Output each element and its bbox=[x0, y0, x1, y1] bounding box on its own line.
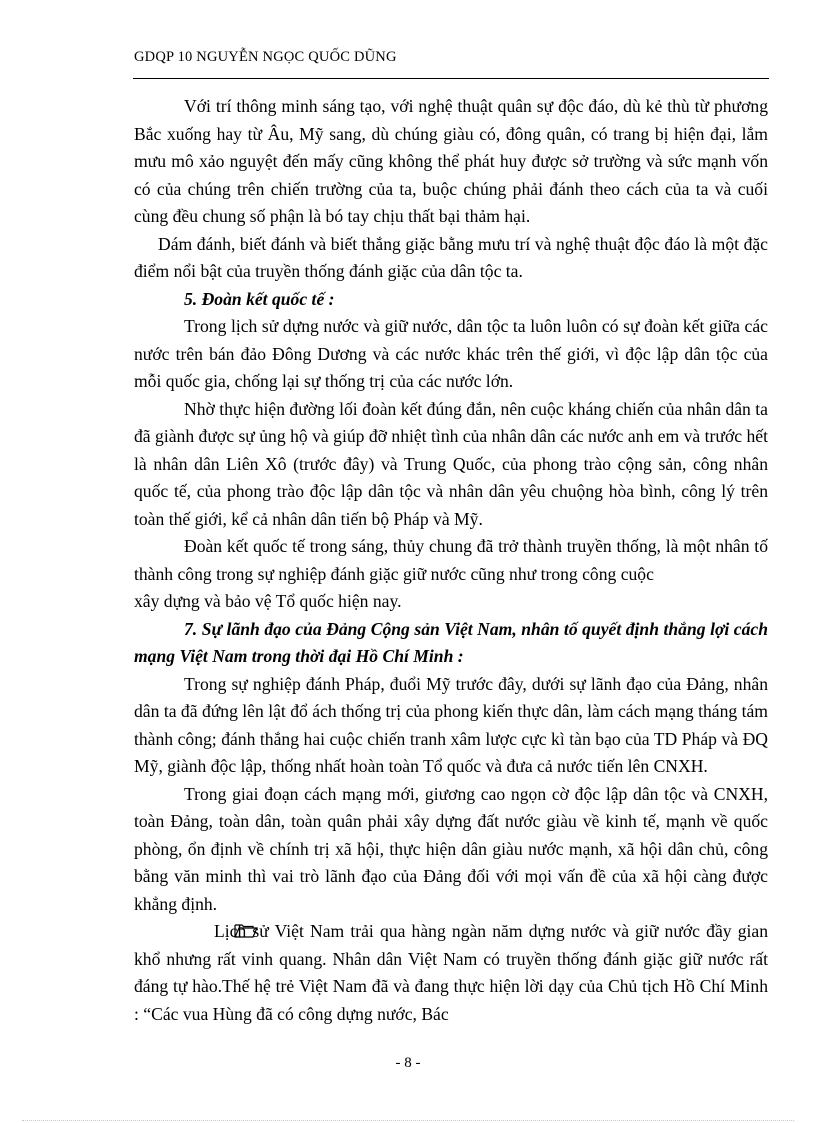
paragraph: Đoàn kết quốc tế trong sáng, thủy chung đã trở thành truyền thống, là một nhân tố thành công trong sự nghiệp đánh giặc giữ nước cũng như trong công cuộc bbox=[134, 536, 768, 584]
section-heading-5: 5. Đoàn kết quốc tế : bbox=[184, 288, 335, 309]
paragraph: Trong lịch sử dựng nước và giữ nước, dân tộc ta luôn luôn có sự đoàn kết giữa các nước trên bán đảo Đông Dương và các nước khác trên thế giới, vì độc lập dân tộc của mỗi quốc gia, chống lại sự thống trị của các nước lớn. bbox=[134, 316, 768, 391]
paragraph: Nhờ thực hiện đường lối đoàn kết đúng đắn, nên cuộc kháng chiến của nhân dân ta đã giành được sự ủng hộ và giúp đỡ nhiệt tình của nhân dân các nước anh em và trước hết là nhân dân Liên Xô (trước đây) và Trung Quốc, của phong trào cộng sản, công nhân quốc tế, của phong trào độc lập dân tộc và nhân dân yêu chuộng hòa bình, công lý trên toàn thế giới, kể cả nhân dân tiến bộ Pháp và Mỹ. bbox=[134, 398, 768, 529]
paragraph: Trong giai đoạn cách mạng mới, giương cao ngọn cờ độc lập dân tộc và CNXH, toàn Đảng, toàn dân, toàn quân phải xây dựng đất nước giàu về kinh tế, mạnh về quốc phòng, ổn định về chính trị xã hội, thực hiện dân giàu nước mạnh, xã hội dân chủ, công bằng văn minh thì vai trò lãnh đạo của Đảng đối với mọi vấn đề của xã hội càng được khẳng định. bbox=[134, 783, 768, 914]
paragraph: Dám đánh, biết đánh và biết thắng giặc bằng mưu trí và nghệ thuật độc đáo là một đặc điểm nổi bật của truyền thống đánh giặc của dân tộc ta. bbox=[134, 233, 768, 281]
paragraph: Với trí thông minh sáng tạo, với nghệ thuật quân sự độc đáo, dù kẻ thù từ phương Bắc xuống hay từ Âu, Mỹ sang, dù chúng giàu có, đông quân, có trang bị hiện đại, lắm mưu mô xảo nguyệt đến mấy cũng không thể phát huy được sở trường và sức mạnh vốn có của chúng trên chiến trường của ta, buộc chúng phải đánh theo cách của ta và cuối cùng đều chung số phận là bó tay chịu thất bại thảm hại. bbox=[134, 96, 768, 226]
open-folder-icon bbox=[184, 919, 208, 934]
paragraph-text: Lịch sử Việt Nam trải qua hàng ngàn năm dựng nước và giữ nước đầy gian khổ nhưng rất vinh quang. Nhân dân Việt Nam có truyền thống đánh giặc giữ nước rất đáng tự hào.Thế hệ trẻ Việt Nam đã và đang thực hiện lời dạy của Chủ tịch Hồ Chí Minh : “Các vua Hùng đã có công dựng nước, Bác bbox=[134, 921, 768, 1024]
page-number: - 8 - bbox=[395, 1055, 421, 1071]
paragraph: xây dựng và bảo vệ Tổ quốc hiện nay. bbox=[134, 591, 402, 611]
running-header: GDQP 10 NGUYỄN NGỌC QUỐC DŨNG bbox=[134, 49, 397, 65]
page-bottom-divider bbox=[22, 1120, 794, 1121]
paragraph-with-bullet bbox=[134, 918, 768, 1028]
section-heading-7: 7. Sự lãnh đạo của Đảng Cộng sản Việt Nam, nhân tố quyết định thắng lợi cách mạng Việt Nam trong thời đại Hồ Chí Minh : bbox=[134, 618, 768, 666]
header-rule bbox=[133, 78, 769, 79]
paragraph: Trong sự nghiệp đánh Pháp, đuổi Mỹ trước đây, dưới sự lãnh đạo của Đảng, nhân dân ta đã đứng lên lật đổ ách thống trị của phong kiến thực dân, làm cách mạng tháng tám thành công; đánh thắng hai cuộc chiến tranh xâm lược cực kì tàn bạo của TD Pháp và ĐQ Mỹ, giành độc lập, thống nhất hoàn toàn Tổ quốc và đưa cả nước tiến lên CNXH. bbox=[134, 673, 768, 776]
body-text bbox=[134, 93, 768, 1028]
